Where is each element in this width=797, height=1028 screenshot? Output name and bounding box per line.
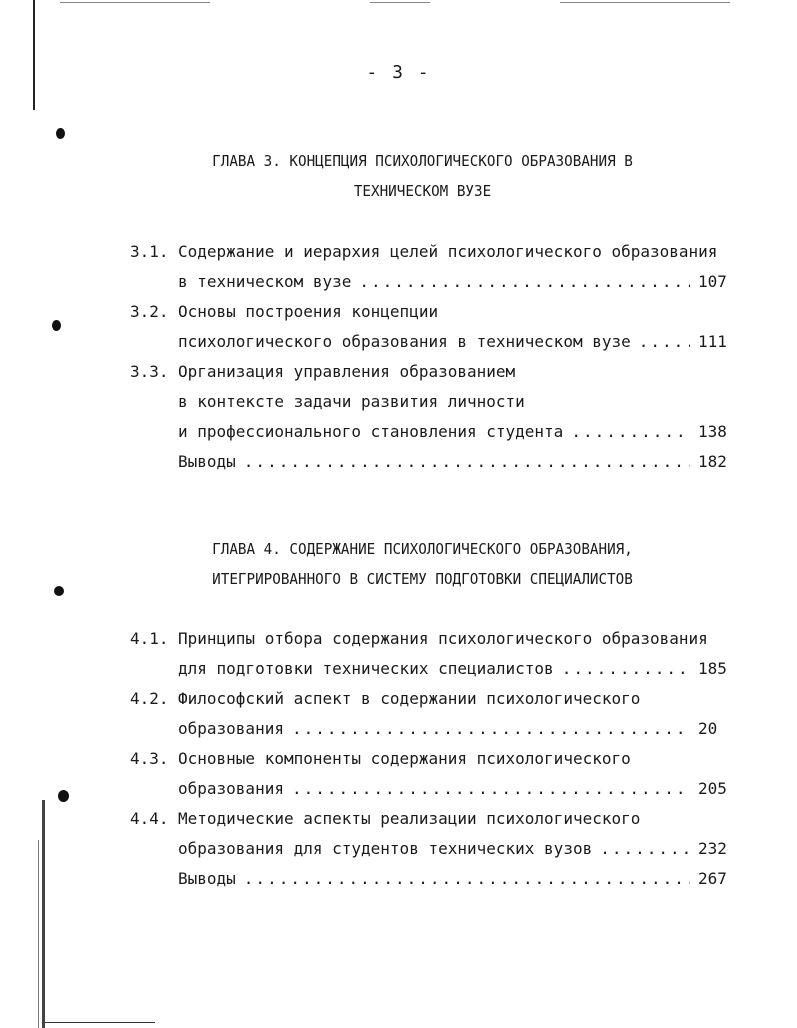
toc-entry-text: Принципы отбора содержания психологического образования	[178, 629, 708, 648]
toc-page-number: 205	[698, 779, 727, 798]
toc-entry-number: 4.2.	[130, 689, 169, 708]
toc-entry-text: для подготовки технических специалистов	[178, 659, 554, 678]
toc-page-number: 107	[698, 272, 727, 291]
scan-edge-line	[33, 0, 35, 110]
toc-page-number: 20	[698, 719, 718, 738]
chapter-3-toc	[130, 237, 730, 477]
toc-entry-number: 4.4.	[130, 809, 169, 828]
toc-entry-4-3-last	[130, 774, 730, 804]
toc-entry-number: 3.2.	[130, 302, 169, 321]
toc-leader-dots	[292, 714, 690, 744]
toc-entry-text: Основы построения концепции	[178, 302, 439, 321]
toc-leader-dots	[244, 864, 690, 894]
toc-leader-row	[178, 327, 730, 357]
toc-entry-4-2[interactable]	[130, 684, 730, 714]
toc-page-number: 138	[698, 422, 727, 441]
toc-entry-3-conclusions[interactable]	[130, 447, 730, 477]
chapter-3-title	[172, 146, 673, 206]
toc-entry-number: 4.1.	[130, 629, 169, 648]
binding-hole-mark	[52, 320, 61, 331]
toc-page-number: 182	[698, 452, 727, 471]
toc-entry-text: Основные компоненты содержания психологического	[178, 749, 631, 768]
chapter-title-line: ИТЕГРИРОВАННОГО В СИСТЕМУ ПОДГОТОВКИ СПЕЦИАЛИСТОВ	[212, 570, 633, 588]
toc-leader-row	[178, 417, 730, 447]
toc-entry-text: образования для студентов технических вузов	[178, 839, 593, 858]
toc-leader-row	[178, 834, 730, 864]
toc-entry-4-4[interactable]	[130, 804, 730, 834]
toc-entry-3-2[interactable]	[130, 297, 730, 327]
chapter-4-toc	[130, 624, 730, 894]
toc-entry-text: Выводы	[178, 452, 236, 471]
scan-top-rule	[370, 2, 430, 3]
toc-entry-text: Содержание и иерархия целей психологического образования	[178, 242, 718, 261]
toc-entry-4-1[interactable]	[130, 624, 730, 654]
toc-leader-dots	[571, 417, 690, 447]
scan-edge-line	[38, 840, 39, 1028]
scan-top-rule	[560, 2, 730, 3]
toc-leader-dots	[244, 447, 690, 477]
toc-entry-3-1[interactable]	[130, 237, 730, 267]
binding-hole-mark	[56, 128, 65, 139]
toc-page-number: 267	[698, 869, 727, 888]
toc-entry-text: Выводы	[178, 869, 236, 888]
toc-leader-dots	[600, 834, 690, 864]
toc-entry-text: психологического образования в техническом вузе	[178, 332, 631, 351]
toc-entry-3-3-cont	[130, 387, 730, 417]
toc-entry-number: 3.3.	[130, 362, 169, 381]
toc-entry-text: в контексте задачи развития личности	[178, 392, 525, 411]
toc-entry-text: Организация управления образованием	[178, 362, 516, 381]
toc-entry-3-1-last	[130, 267, 730, 297]
toc-entry-text: Философский аспект в содержании психологического	[178, 689, 641, 708]
scan-bottom-rule	[45, 1022, 155, 1023]
toc-leader-dots	[562, 654, 690, 684]
chapter-title-line: ТЕХНИЧЕСКОМ ВУЗЕ	[353, 182, 492, 200]
toc-leader-dots	[639, 327, 690, 357]
toc-entry-4-1-last	[130, 654, 730, 684]
page-number: - 3 -	[366, 62, 431, 83]
toc-entry-3-3[interactable]	[130, 357, 730, 387]
toc-leader-row	[178, 774, 730, 804]
toc-leader-row	[178, 714, 730, 744]
toc-entry-text: образования	[178, 779, 284, 798]
scan-edge-line	[42, 800, 45, 1028]
toc-entry-number: 4.3.	[130, 749, 169, 768]
toc-leader-dots	[359, 267, 690, 297]
toc-entry-4-4-last	[130, 834, 730, 864]
toc-entry-number: 3.1.	[130, 242, 169, 261]
toc-page-number: 185	[698, 659, 727, 678]
toc-leader-row	[178, 267, 730, 297]
toc-leader-row	[178, 654, 730, 684]
chapter-4-title	[172, 534, 673, 594]
toc-entry-4-conclusions[interactable]	[130, 864, 730, 894]
toc-leader-dots	[292, 774, 690, 804]
chapter-title-line: ГЛАВА 4. СОДЕРЖАНИЕ ПСИХОЛОГИЧЕСКОГО ОБРАЗОВАНИЯ,	[212, 540, 633, 558]
toc-page-number: 111	[698, 332, 727, 351]
toc-entry-4-2-last	[130, 714, 730, 744]
binding-hole-mark	[58, 790, 69, 802]
toc-entry-text: и профессионального становления студента	[178, 422, 564, 441]
scan-top-rule	[60, 2, 210, 3]
toc-entry-text: в техническом вузе	[178, 272, 352, 291]
toc-leader-row	[178, 447, 730, 477]
toc-entry-3-3-last	[130, 417, 730, 447]
toc-entry-4-3[interactable]	[130, 744, 730, 774]
binding-hole-mark	[54, 586, 64, 596]
toc-page-number: 232	[698, 839, 727, 858]
toc-entry-text: образования	[178, 719, 284, 738]
chapter-title-line: ГЛАВА 3. КОНЦЕПЦИЯ ПСИХОЛОГИЧЕСКОГО ОБРАЗОВАНИЯ В	[212, 152, 633, 170]
toc-entry-text: Методические аспекты реализации психологического	[178, 809, 641, 828]
toc-entry-3-2-last	[130, 327, 730, 357]
toc-leader-row	[178, 864, 730, 894]
